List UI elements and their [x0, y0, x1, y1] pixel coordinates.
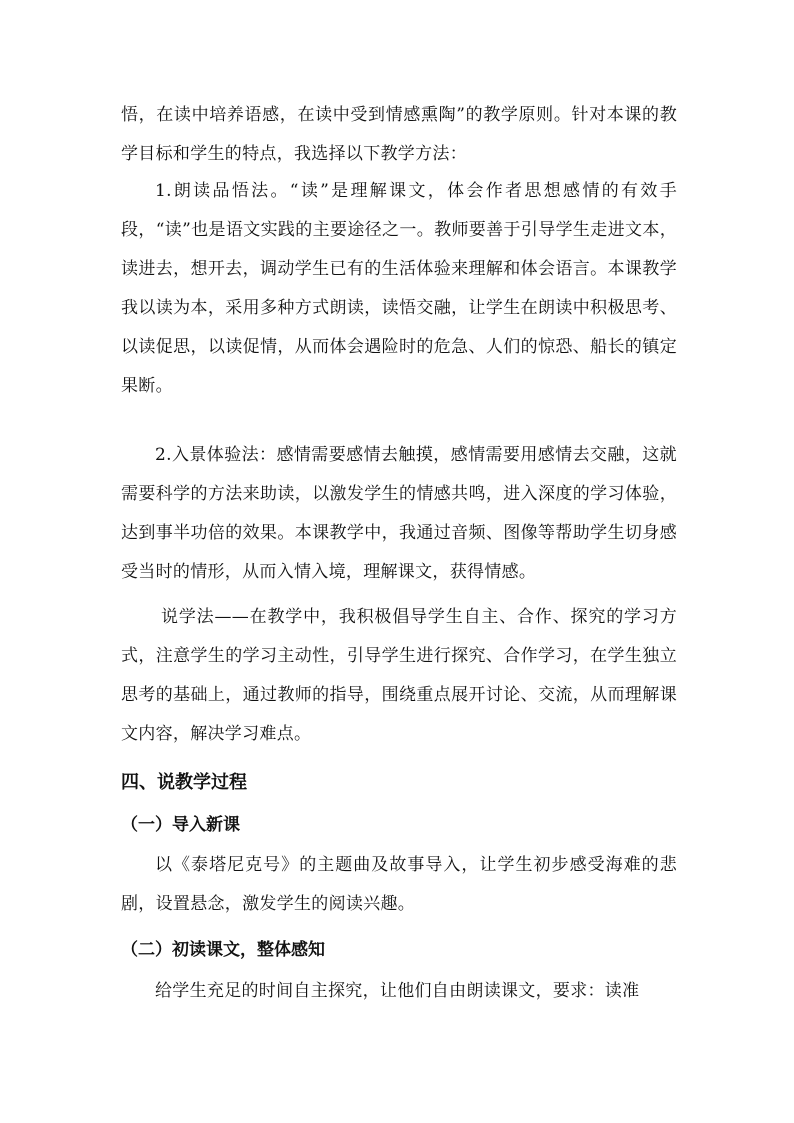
paragraph-first-reading: 给学生充足的时间自主探究，让他们自由朗读课文，要求：读准 — [155, 981, 640, 1001]
subheading-introduction: （一）导入新课 — [121, 815, 240, 835]
paragraph-learning-method: 说学法——在教学中，我积极倡导学生自主、合作、探究的学习方式，注意学生的学习主动性，引导学生进行探究、合作学习，在学生独立思考的基础上，通过教师的指导，围绕重点展开讨论、交流，从而理解课文内容，解决学习难点。 — [121, 607, 677, 744]
paragraph-reading-method: 1.朗读品悟法。“读”是理解课文，体会作者思想感情的有效手段，“读”也是语文实践的主要途径之一。教师要善于引导学生走进文本，读进去，想开去，调动学生已有的生活体验来理解和体会语言。本课教学我以读为本，采用多种方式朗读，读悟交融，让学生在朗读中积极思考、以读促思，以读促情，从而体会遇险时的危急、人们的惊恐、船长的镇定果断。 — [121, 181, 677, 396]
paragraph-introduction: 以《泰塔尼克号》的主题曲及故事导入，让学生初步感受海难的悲剧，设置悬念，激发学生的阅读兴趣。 — [121, 855, 677, 914]
subheading-first-reading: （二）初读课文，整体感知 — [121, 940, 325, 960]
paragraph-scene-method: 2.入景体验法：感情需要感情去触摸，感情需要用感情去交融，这就需要科学的方法来助读，以激发学生的情感共鸣，进入深度的学习体验，达到事半功倍的效果。本课教学中，我通过音频、图像等帮助学生切身感受当时的情形，从而入情入境，理解课文，获得情感。 — [121, 445, 677, 582]
paragraph-teaching-principle: 悟，在读中培养语感，在读中受到情感熏陶”的教学原则。针对本课的教学目标和学生的特点，我选择以下教学方法： — [121, 105, 677, 164]
section-heading-teaching-process: 四、说教学过程 — [121, 772, 247, 793]
